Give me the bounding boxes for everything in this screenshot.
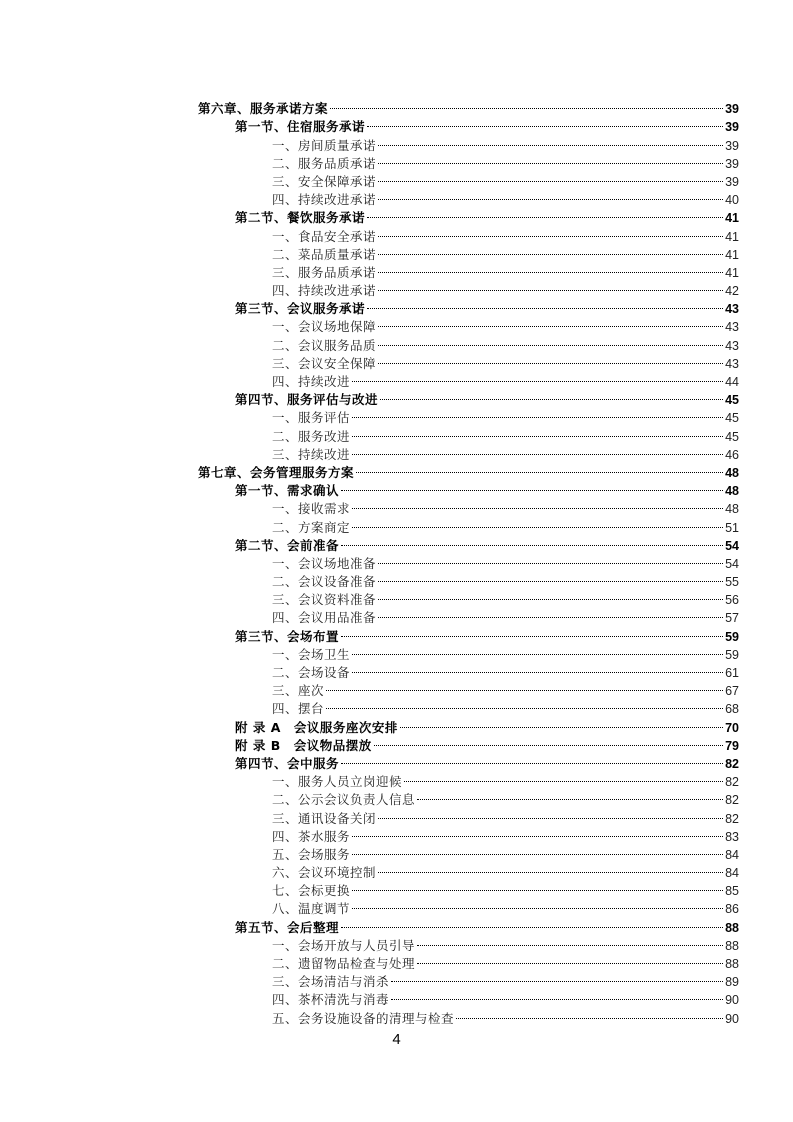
toc-entry-page: 68: [725, 702, 739, 717]
toc-entry-page: 54: [725, 538, 739, 553]
toc-entry-page: 61: [725, 666, 739, 680]
toc-entry-title: 一、食品安全承诺: [272, 228, 377, 244]
toc-entry-page: 45: [725, 393, 739, 408]
dot-leader: [352, 895, 723, 913]
dot-leader: [417, 786, 723, 804]
dot-leader: [352, 422, 723, 440]
toc-entry-page: 43: [725, 338, 739, 353]
dot-leader: [378, 313, 723, 331]
toc-entry-title: 二、服务改进: [272, 428, 351, 444]
dot-leader: [378, 331, 723, 349]
dot-leader: [352, 495, 723, 513]
toc-entry-page: 89: [725, 975, 739, 990]
dot-leader: [352, 441, 723, 459]
dot-leader: [378, 277, 723, 295]
toc-entry-title: 三、会议资料准备: [272, 592, 377, 608]
toc-entry-title: 四、会议用品准备: [272, 610, 377, 626]
dot-leader: [417, 932, 723, 950]
toc-entry-page: 41: [725, 229, 739, 244]
toc-entry-title: 第四节、会中服务: [235, 755, 340, 771]
toc-entry-title: 二、遗留物品检查与处理: [272, 956, 416, 971]
toc-entry-page: 41: [725, 247, 739, 262]
toc-entry-title: 二、菜品质量承诺: [272, 246, 377, 262]
toc-entry-title: 六、会议环境控制: [272, 865, 377, 881]
toc-entry-page: 88: [725, 938, 739, 953]
toc-entry-title: 第四节、服务评估与改进: [235, 392, 379, 408]
toc-entry-page: 51: [725, 520, 739, 535]
dot-leader: [326, 677, 723, 695]
toc-entry-page: 39: [725, 156, 739, 171]
toc-entry-title: 四、持续改进: [272, 374, 351, 389]
toc-entry-title: 二、会议设备准备: [272, 574, 377, 590]
toc-entry-title: 第二节、会前准备: [235, 537, 340, 553]
dot-leader: [341, 477, 723, 495]
toc-entry-title: 四、摆台: [272, 701, 325, 717]
dot-leader: [378, 131, 723, 149]
toc-entry-title: 二、服务品质承诺: [272, 155, 377, 171]
dot-leader: [352, 404, 723, 422]
toc-entry-page: 48: [725, 484, 739, 499]
toc-entry-title: 第二节、餐饮服务承诺: [235, 210, 366, 226]
toc-entry-title: 四、持续改进承诺: [272, 283, 377, 299]
toc-entry-title: 三、会场清洁与消杀: [272, 974, 390, 990]
toc-entry-title: 第六章、服务承诺方案: [198, 101, 329, 117]
dot-leader: [352, 659, 723, 677]
toc-entry-title: 一、服务人员立岗迎候: [272, 774, 403, 790]
dot-leader: [456, 1004, 723, 1022]
dot-leader: [367, 204, 723, 222]
dot-leader: [378, 604, 723, 622]
toc-entry-page: 42: [725, 284, 739, 299]
toc-entry-page: 39: [725, 138, 739, 153]
toc-entry-page: 39: [725, 120, 739, 135]
dot-leader: [356, 459, 723, 477]
dot-leader: [378, 804, 723, 822]
dot-leader: [417, 950, 723, 968]
dot-leader: [341, 750, 723, 768]
toc-entry-page: 56: [725, 593, 739, 608]
toc-entry-page: 54: [725, 556, 739, 571]
dot-leader: [378, 859, 723, 877]
toc-entry-page: 43: [725, 302, 739, 317]
toc-entry-page: 41: [725, 265, 739, 280]
toc-entry-title: 二、会议服务品质: [272, 337, 377, 353]
toc-entry-page: 40: [725, 193, 739, 208]
toc-entry-title: 三、安全保障承诺: [272, 173, 377, 189]
dot-leader: [352, 877, 723, 895]
toc-entry-title: 三、服务品质承诺: [272, 264, 377, 280]
toc-entry-page: 45: [725, 429, 739, 444]
toc-entry-page: 84: [725, 847, 739, 862]
toc-entry-page: 55: [725, 575, 739, 590]
dot-leader: [378, 586, 723, 604]
toc-entry-title: 第一节、需求确认: [235, 483, 340, 499]
toc-entry-page: 88: [725, 957, 739, 971]
dot-leader: [352, 841, 723, 859]
toc-entry-page: 48: [725, 465, 739, 480]
toc-entry-page: 67: [725, 684, 739, 699]
toc-chapter-entry[interactable]: [198, 95, 739, 117]
toc-entry-title: 一、会场开放与人员引导: [272, 937, 416, 953]
toc-entry-page: 86: [725, 902, 739, 917]
dot-leader: [378, 550, 723, 568]
toc-entry-title: 二、方案商定: [272, 519, 351, 535]
toc-entry-title: 附 录 A 会议服务座次安排: [235, 719, 398, 735]
toc-entry-page: 59: [725, 647, 739, 662]
dot-leader: [330, 95, 723, 113]
dot-leader: [341, 913, 723, 931]
toc-entry-page: 57: [725, 611, 739, 626]
toc-entry-title: 五、会场服务: [272, 846, 351, 862]
toc-entry-page: 90: [725, 1011, 739, 1026]
dot-leader: [391, 986, 723, 1004]
toc-entry-title: 附 录 B 会议物品摆放: [235, 737, 372, 753]
toc-entry-title: 七、会标更换: [272, 883, 351, 899]
dot-leader: [367, 113, 723, 131]
dot-leader: [404, 768, 723, 786]
toc-entry-title: 第七章、会务管理服务方案: [198, 464, 355, 480]
toc-entry-title: 一、接收需求: [272, 501, 351, 517]
dot-leader: [378, 241, 723, 259]
toc-entry-title: 一、会场卫生: [272, 646, 351, 662]
toc-entry-title: 四、茶水服务: [272, 828, 351, 844]
toc-entry-title: 五、会务设施设备的清理与检查: [272, 1010, 455, 1026]
dot-leader: [378, 222, 723, 240]
toc-entry-page: 90: [725, 993, 739, 1008]
dot-leader: [374, 732, 723, 750]
dot-leader: [378, 350, 723, 368]
dot-leader: [380, 386, 723, 404]
toc-entry-title: 三、会议安全保障: [272, 355, 377, 371]
toc-entry-page: 83: [725, 829, 739, 844]
toc-entry-page: 39: [725, 174, 739, 189]
toc-entry-title: 第三节、会场布置: [235, 628, 340, 644]
page-number: 4: [392, 1031, 401, 1048]
toc-entry-page: 43: [725, 320, 739, 335]
dot-leader: [378, 168, 723, 186]
dot-leader: [352, 641, 723, 659]
toc-entry-page: 82: [725, 811, 739, 826]
toc-entry-title: 二、会场设备: [272, 665, 351, 680]
dot-leader: [378, 186, 723, 204]
toc-entry-page: 39: [725, 102, 739, 117]
dot-leader: [378, 568, 723, 586]
toc-entry-page: 84: [725, 866, 739, 881]
toc-entry-page: 43: [725, 356, 739, 371]
toc-entry-page: 45: [725, 411, 739, 426]
dot-leader: [326, 695, 723, 713]
toc-entry-page: 70: [725, 720, 739, 735]
table-of-contents: [198, 95, 739, 1026]
toc-entry-title: 一、会议场地准备: [272, 555, 377, 571]
toc-entry-page: 48: [725, 502, 739, 517]
toc-entry-title: 三、座次: [272, 683, 325, 699]
dot-leader: [352, 368, 723, 386]
dot-leader: [378, 259, 723, 277]
dot-leader: [341, 532, 723, 550]
toc-entry-page: 44: [725, 375, 739, 389]
dot-leader: [352, 823, 723, 841]
dot-leader: [391, 968, 723, 986]
toc-entry-title: 四、持续改进承诺: [272, 192, 377, 208]
toc-entry-title: 一、服务评估: [272, 410, 351, 426]
dot-leader: [367, 295, 723, 313]
dot-leader: [352, 513, 723, 531]
toc-entry-title: 第五节、会后整理: [235, 919, 340, 935]
toc-entry-title: 四、茶杯清洗与消毒: [272, 992, 390, 1008]
toc-entry-title: 一、房间质量承诺: [272, 137, 377, 153]
toc-entry-page: 79: [725, 738, 739, 753]
toc-entry-page: 46: [725, 447, 739, 462]
dot-leader: [341, 622, 723, 640]
toc-entry-title: 第三节、会议服务承诺: [235, 301, 366, 317]
toc-entry-title: 八、温度调节: [272, 901, 351, 917]
dot-leader: [378, 150, 723, 168]
toc-entry-page: 85: [725, 884, 739, 899]
toc-entry-title: 二、公示会议负责人信息: [272, 792, 416, 808]
toc-entry-page: 82: [725, 775, 739, 790]
toc-entry-page: 59: [725, 629, 739, 644]
toc-entry-page: 41: [725, 211, 739, 226]
toc-entry-title: 三、通讯设备关闭: [272, 810, 377, 826]
toc-entry-page: 88: [725, 920, 739, 935]
toc-entry-title: 三、持续改进: [272, 446, 351, 462]
toc-entry-title: 第一节、住宿服务承诺: [235, 119, 366, 135]
toc-entry-page: 82: [725, 756, 739, 771]
toc-entry-title: 一、会议场地保障: [272, 319, 377, 335]
toc-entry-page: 82: [725, 793, 739, 808]
dot-leader: [400, 713, 723, 731]
